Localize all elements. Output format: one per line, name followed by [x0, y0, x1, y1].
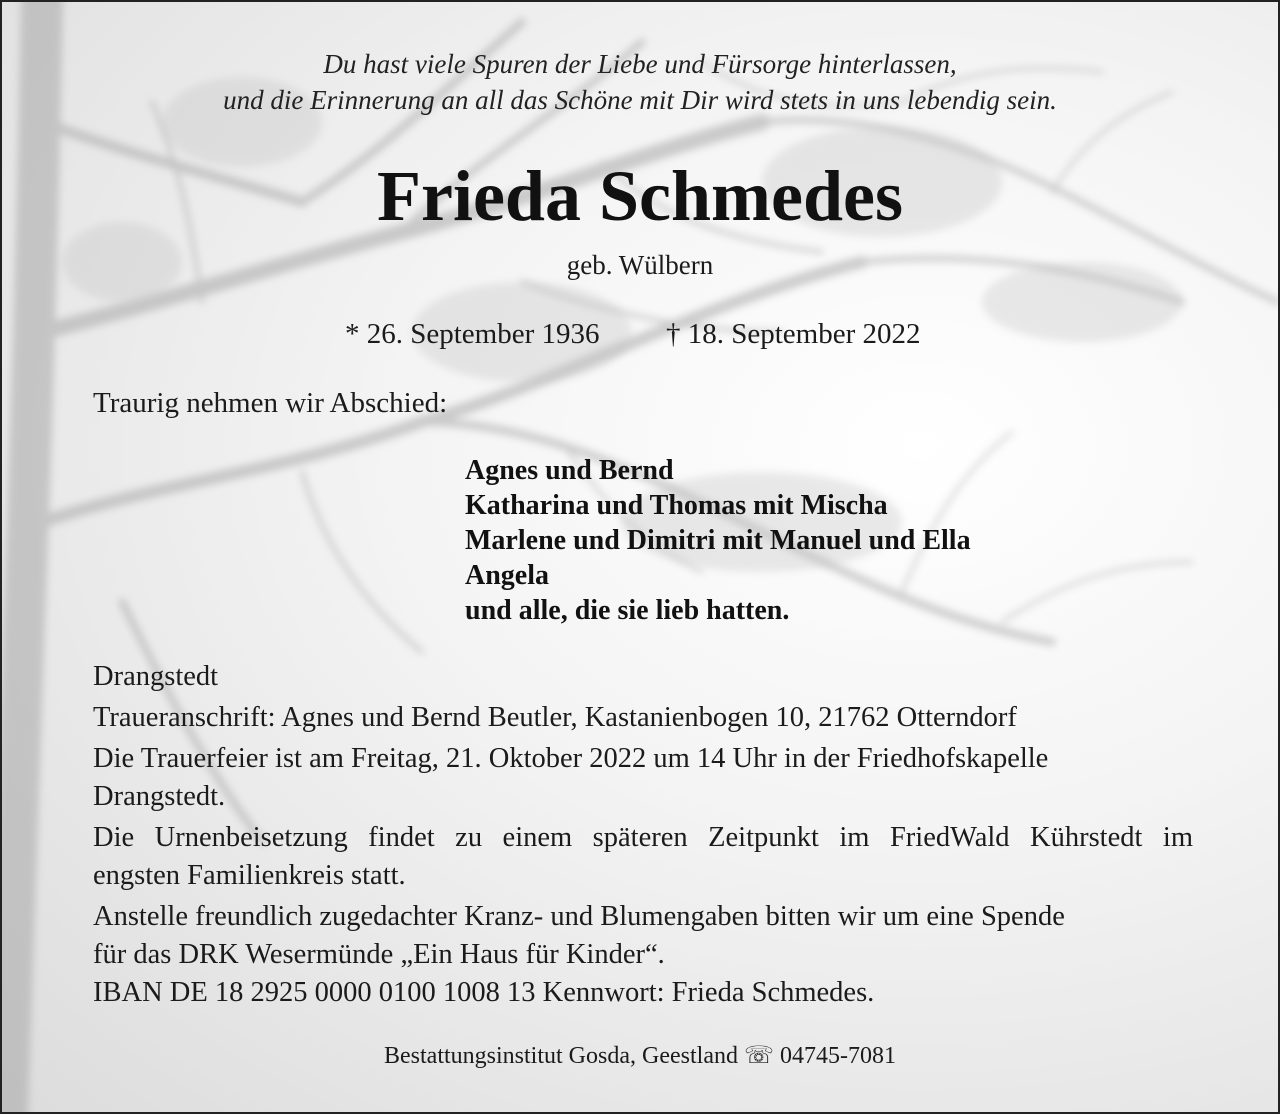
funeral-home-footer	[2, 1040, 1278, 1072]
funeral-details	[93, 658, 1193, 1012]
motto-verse	[2, 46, 1278, 118]
mourner-entry: Angela	[465, 560, 549, 591]
donation-line: für das DRK Wesermünde „Ein Haus für Kinder“.	[93, 939, 665, 970]
donation-iban: IBAN DE 18 2925 0000 0100 1008 13 Kennwort: Frieda Schmedes.	[93, 977, 875, 1008]
mourning-address: Traueranschrift: Agnes und Bernd Beutler, Kastanienbogen 10, 21762 Otterndorf	[93, 702, 1017, 733]
urn-burial-line: engsten Familienkreis statt.	[93, 860, 406, 891]
farewell-intro: Traurig nehmen wir Abschied:	[93, 387, 448, 419]
donation-line: Anstelle freundlich zugedachter Kranz- und Blumengaben bitten wir um eine Spende	[93, 901, 1065, 932]
death-date: † 18. September 2022	[666, 318, 921, 350]
birth-date: * 26. September 1936	[345, 318, 600, 350]
service-info-line: Die Trauerfeier ist am Freitag, 21. Oktober 2022 um 14 Uhr in der Friedhofskapelle	[93, 743, 1049, 774]
mourner-entry: und alle, die sie lieb hatten.	[465, 595, 790, 626]
place: Drangstedt	[93, 661, 219, 692]
maiden-name: geb. Wülbern	[566, 250, 714, 280]
mourners-list	[465, 453, 971, 628]
motto-line: Du hast viele Spuren der Liebe und Fürsorge hinterlassen,	[323, 49, 957, 79]
motto-line: und die Erinnerung an all das Schöne mit Dir wird stets in uns lebendig sein.	[223, 85, 1057, 115]
mourner-entry: Marlene und Dimitri mit Manuel und Ella	[465, 525, 971, 556]
phone-icon: ☏	[743, 1043, 774, 1069]
funeral-home-phone: 04745-7081	[779, 1043, 896, 1069]
service-info-line: Drangstedt.	[93, 781, 226, 812]
deceased-name: Frieda Schmedes	[377, 156, 903, 236]
mourner-entry: Katharina und Thomas mit Mischa	[465, 490, 888, 521]
mourner-entry: Agnes und Bernd	[465, 455, 674, 486]
funeral-home-name: Bestattungsinstitut Gosda, Geestland	[384, 1043, 738, 1069]
urn-burial-line: Die Urnenbeisetzung findet zu einem späteren Zeitpunkt im FriedWald Kührstedt im	[93, 822, 1193, 853]
